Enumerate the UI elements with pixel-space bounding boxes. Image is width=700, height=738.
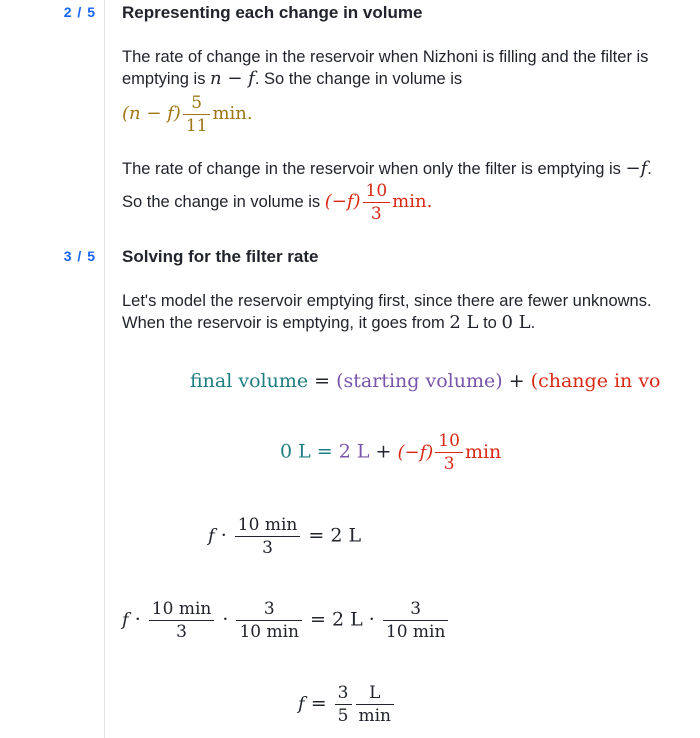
math-rate: −f <box>625 158 648 179</box>
paragraph-text: to <box>478 314 502 332</box>
step-title: Representing each change in volume <box>122 3 423 22</box>
equation-4: f = $\frac{3}{5}$ $\frac{L}{\min}$ <box>298 682 396 727</box>
paragraph-text: The rate of change in the reservoir when Nizhoni is filling and the filter is emptying is <box>122 48 649 88</box>
step2-paragraph-1 <box>122 46 662 90</box>
paragraph-text: Let's model the reservoir emptying first, since there are fewer unknowns. When the reservoir is emptying, it goes from <box>122 292 652 332</box>
paragraph-text: . So the change in volume is <box>122 160 652 211</box>
paragraph-text: . So the change in volume is <box>254 70 463 88</box>
math-volume: 2 L <box>449 312 479 333</box>
math-unit: min. <box>392 190 433 212</box>
math-rate: n − f <box>210 68 255 89</box>
math-fraction: $\frac{10}{3}$ <box>363 180 391 225</box>
equation-3: f · $\frac{10 \min}{3}$ · $\frac{3}{10 \min}$ = 2 L · $\frac{3}{10 \min}$ <box>122 598 450 643</box>
step-title: Solving for the filter rate <box>122 247 319 266</box>
starting-volume-value: 2 L <box>338 440 370 463</box>
equation-1: 0 L = 2 L + (−f) $\frac{10}{3}$ min <box>280 431 502 474</box>
math-fraction: $\frac{3}{5}$ <box>335 682 352 727</box>
step-number: 2 / 5 <box>63 4 96 20</box>
math-fraction: $\frac{5}{11}$ <box>183 92 211 137</box>
final-volume-term: final volume <box>190 370 309 392</box>
paragraph-text: . <box>530 314 536 332</box>
step2-paragraph-2 <box>122 158 662 225</box>
math-paren-expr: (−f) <box>324 190 361 212</box>
math-fraction: $\frac{3}{10 \min}$ <box>383 598 449 643</box>
change-in-volume-term: (change in vo <box>530 370 661 392</box>
math-fraction: $\frac{3}{10 \min}$ <box>236 598 302 643</box>
paragraph-text: The rate of change in the reservoir when only the filter is emptying is <box>122 160 626 178</box>
math-fraction: $\frac{10}{3}$ <box>435 430 463 475</box>
starting-volume-term: (starting volume) <box>336 370 503 392</box>
equation-2: f · $\frac{10 \min}{3}$ = 2 L <box>208 515 362 558</box>
final-volume-value: 0 L = <box>280 440 339 463</box>
math-fraction: $\frac{L}{\min}$ <box>356 682 395 727</box>
math-paren-expr: (n − f) <box>122 102 181 124</box>
math-fraction: $\frac{10 \min}{3}$ <box>149 598 215 643</box>
model-equation: final volume = (starting volume) + (change in vo <box>190 370 661 392</box>
step-number: 3 / 5 <box>63 248 96 264</box>
math-volume: 0 L <box>501 312 531 333</box>
step2-expression-1 <box>122 92 662 137</box>
math-unit: min. <box>212 102 253 124</box>
gutter-divider <box>104 0 105 738</box>
math-fraction: $\frac{10 \min}{3}$ <box>235 514 301 559</box>
step3-paragraph <box>122 290 662 334</box>
